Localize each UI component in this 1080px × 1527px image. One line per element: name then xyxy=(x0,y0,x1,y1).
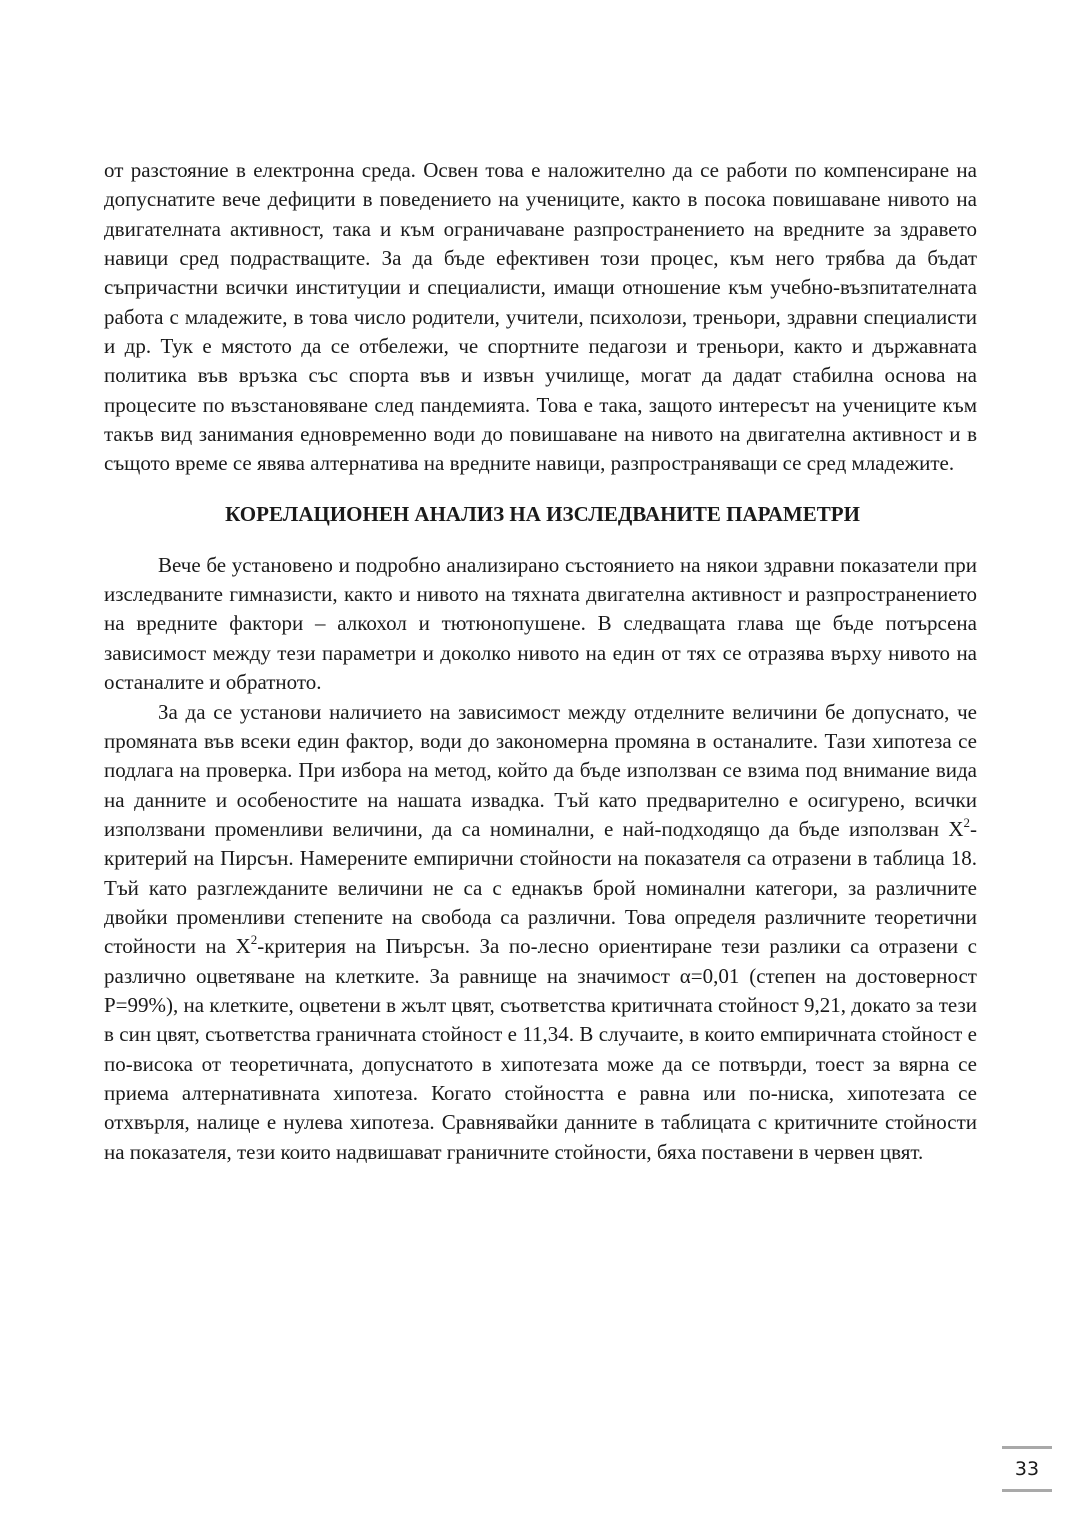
paragraph-method-part3: -критерия на Пиърсън. За по-лесно ориентиране тези разлики са отразени с различно оцветяване на клетките. За равнище на значимост α=0,01 (степен на достоверност Р=99%), на клетките, оцветени в жълт цвят, съответства критичната стойност 9,21, докато за тези в син цвят, съответства граничната стойност е 11,34. В случаите, в които емпиричната стойност е по-висока от теоретичната, допуснатото в хипотезата може да се потвърди, тоест за вярна се приема алтернативната хипотеза. Когато стойността е равна или по-ниска, хипотезата се отхвърля, налице е нулева хипотеза. Сравнявайки данните в таблицата с критичните стойности на показателя, тези които надвишават граничните стойности, бяха поставени в червен цвят. xyxy=(104,934,977,1164)
paragraph-intro: Вече бе установено и подробно анализирано състоянието на някои здравни показатели при изследваните гимназисти, както и нивото на тяхната двигателна активност и разпространението на вредните фактори – алкохол и тютюнопушене. В следващата глава ще бъде потърсена зависимост между тези параметри и доколко нивото на един от тях се отразява върху нивото на останалите и обратното. xyxy=(104,552,977,695)
page-number: 33 xyxy=(1014,1458,1040,1480)
paragraph-method-part2: -критерий на Пирсън. Намерените емпирични стойности на показателя са отразени в таблица 18. Тъй като разглежданите величини не са с еднакъв брой номинални категори, за различните двойки променливи степените на свобода са различни. Това определя различните теоретични стойности на Х xyxy=(104,816,977,959)
paragraph-method xyxy=(104,698,977,1168)
spacer xyxy=(104,479,977,500)
superscript-2: 2 xyxy=(250,932,258,948)
page-body xyxy=(104,156,977,1167)
superscript-2: 2 xyxy=(963,814,970,830)
section-heading: КОРЕЛАЦИОНЕН АНАЛИЗ НА ИЗСЛЕДВАНИТЕ ПАРАМЕТРИ xyxy=(225,501,860,526)
paragraph-method-part1: За да се установи наличието на зависимост между отделните величини бе допуснато, че промяната във всеки един фактор, води до закономерна промяна в останалите. Тази хипотеза се подлага на проверка. При избора на метод, който да бъде използван се взима под внимание вида на данните и особеностите на нашата извадка. Тъй като предварително е осигурено, всички използвани променливи величини, да са номинални, е най-подходящо да бъде използван Х xyxy=(104,699,977,841)
spacer xyxy=(104,529,977,551)
page-number-box xyxy=(1002,1446,1052,1492)
paragraph-continuation: от разстояние в електронна среда. Освен това е наложително да се работи по компенсиране на допуснатите вече дефицити в поведението на учениците, както в посока повишаване нивото на двигателната активност, така и към ограничаване разпространението на вредните за здравето навици сред подрастващите. За да бъде ефективен този процес, към него трябва да бъдат съпричастни всички институции и специалисти, имащи отношение към учебно-възпитателната работа с младежите, в това число родители, учители, психолози, треньори, здравни специалисти и др. Тук е мястото да се отбележи, че спортните педагози и треньори, както и държавната политика във връзка със спорта във и извън училище, могат да дадат стабилна основа на процесите по възстановяване след пандемията. Това е така, защото интересът на учениците към такъв вид занимания едновременно води до повишаване на нивото на двигателна активност и в същото време се явява алтернатива на вредните навици, разпространяващи се сред младежите. xyxy=(104,158,977,476)
